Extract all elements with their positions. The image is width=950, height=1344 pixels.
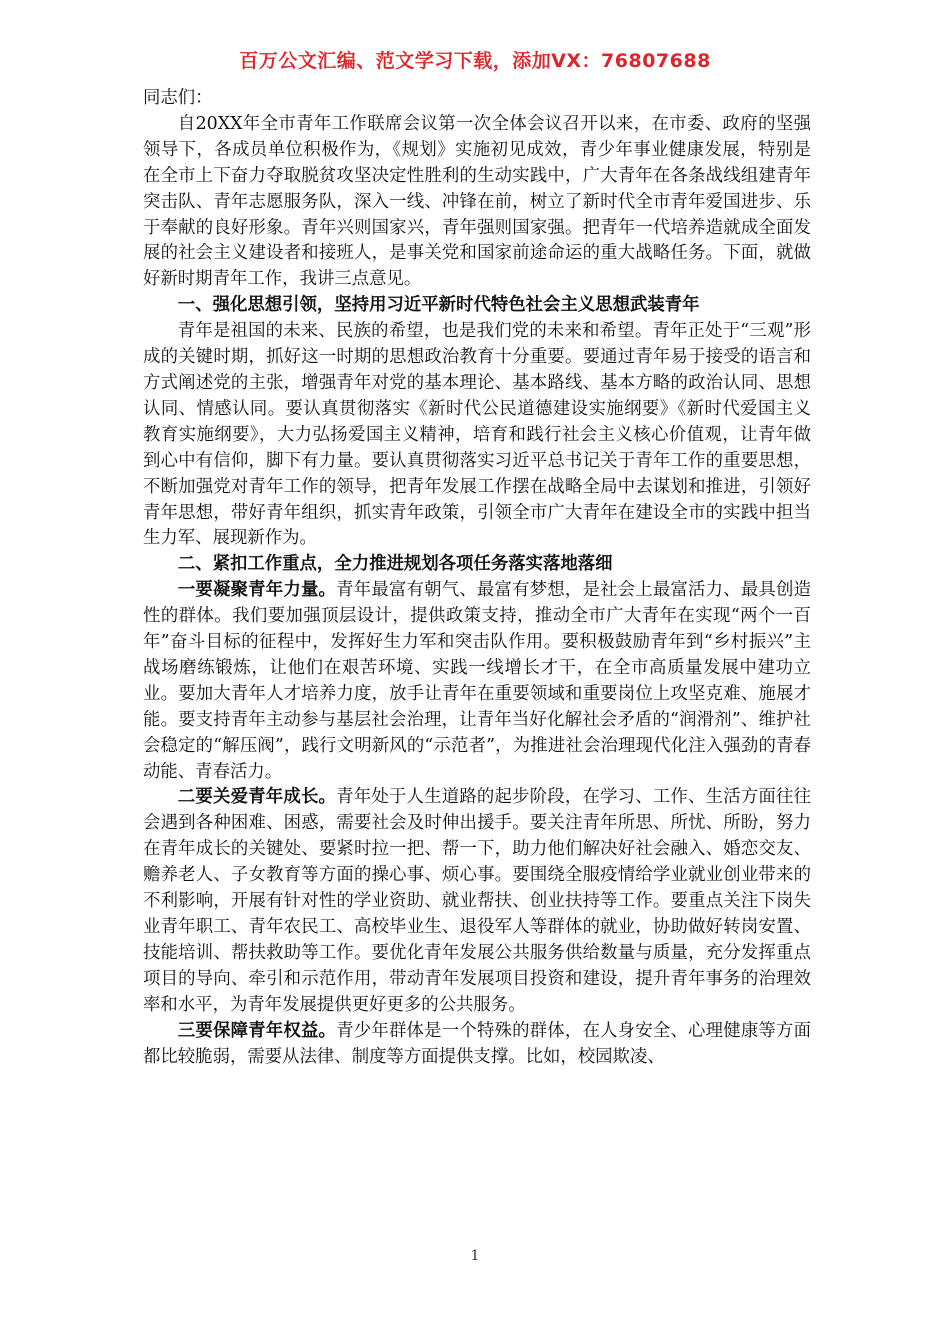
page-number: 1 bbox=[470, 1248, 480, 1264]
point-3-lead: 三要保障青年权益。 bbox=[177, 1020, 337, 1041]
section-heading-2: 二、紧扣工作重点，全力推进规划各项任务落实落地落细 bbox=[177, 554, 613, 575]
salutation: 同志们： bbox=[143, 88, 213, 108]
point-1-lead: 一要凝聚青年力量。 bbox=[177, 580, 337, 601]
point-3-body: 青少年群体是一个特殊的群体，在人身安全、心理健康等方面都比较脆弱，需要从法律、制度等方面提供支撑。比如，校园欺凌、 bbox=[143, 1020, 811, 1067]
point-1-paragraph bbox=[143, 578, 811, 785]
point-1-body: 青年最富有朝气、最富有梦想，是社会上最富活力、最具创造性的群体。我们要加强顶层设计，提供政策支持，推动全市广大青年在实现“两个一百年”奋斗目标的征程中，发挥好生力军和突击队作用。要积极鼓励青年到“乡村振兴”主战场磨练锻炼，让他们在艰苦环境、实践一线增长才干，在全市高质量发展中建功立业。要加大青年人才培养力度，放手让青年在重要领域和重要岗位上攻坚克难、施展才能。要支持青年主动参与基层社会治理，让青年当好化解社会矛盾的“润滑剂”、维护社会稳定的“解压阀”，践行文明新风的“示范者”，为推进社会治理现代化注入强劲的青春动能、青春活力。 bbox=[143, 580, 811, 782]
point-2-paragraph bbox=[143, 785, 811, 1018]
point-2-lead: 二要关爱青年成长。 bbox=[177, 787, 337, 808]
document-body bbox=[143, 86, 811, 1070]
intro-paragraph: 自20XX年全市青年工作联席会议第一次全体会议召开以来，在市委、政府的坚强领导下，各成员单位积极作为，《规划》实施初见成效，青少年事业健康发展，特别是在全市上下奋力夺取脱贫攻坚决定性胜利的生动实践中，广大青年在各条战线组建青年突击队、青年志愿服务队，深入一线、冲锋在前，树立了新时代全市青年爱国进步、乐于奉献的良好形象。青年兴则国家兴，青年强则国家强。把青年一代培养造就成全面发展的社会主义建设者和接班人，是事关党和国家前途命运的重大战略任务。下面，就做好新时期青年工作，我讲三点意见。 bbox=[143, 113, 811, 290]
section-heading-1: 一、强化思想引领，坚持用习近平新时代特色社会主义思想武装青年 bbox=[177, 295, 700, 316]
point-2-body: 青年处于人生道路的起步阶段，在学习、工作、生活方面往往会遇到各种困难、困惑，需要社会及时伸出援手。要关注青年所思、所忧、所盼，努力在青年成长的关键处、要紧时拉一把、帮一下，助力他们解决好社会融入、婚恋交友、赡养老人、子女教育等方面的操心事、烦心事。要围绕全服疫情给学业就业创业带来的不利影响，开展有针对性的学业资助、就业帮扶、创业扶持等工作。要重点关注下岗失业青年职工、青年农民工、高校毕业生、退役军人等群体的就业，协助做好转岗安置、技能培训、帮扶救助等工作。要优化青年发展公共服务供给数量与质量，充分发挥重点项目的导向、牵引和示范作用，带动青年发展项目投资和建设，提升青年事务的治理效率和水平，为青年发展提供更好更多的公共服务。 bbox=[143, 787, 811, 1015]
point-3-paragraph bbox=[143, 1019, 811, 1071]
download-banner: 百万公文汇编、范文学习下载，添加VX：76807688 bbox=[239, 50, 711, 72]
section-1-paragraph: 青年是祖国的未来、民族的希望，也是我们党的未来和希望。青年正处于“三观”形成的关键时期，抓好这一时期的思想政治教育十分重要。要通过青年易于接受的语言和方式阐述党的主张，增强青年对党的基本理论、基本路线、基本方略的政治认同、思想认同、情感认同。要认真贯彻落实《新时代公民道德建设实施纲要》《新时代爱国主义教育实施纲要》，大力弘扬爱国主义精神，培育和践行社会主义核心价值观，让青年做到心中有信仰，脚下有力量。要认真贯彻落实习近平总书记关于青年工作的重要思想，不断加强党对青年工作的领导，把青年发展工作摆在战略全局中去谋划和推进，引领好青年思想，带好青年组织，抓实青年政策，引领全市广大青年在建设全市的实践中担当生力军、展现新作为。 bbox=[143, 321, 811, 549]
